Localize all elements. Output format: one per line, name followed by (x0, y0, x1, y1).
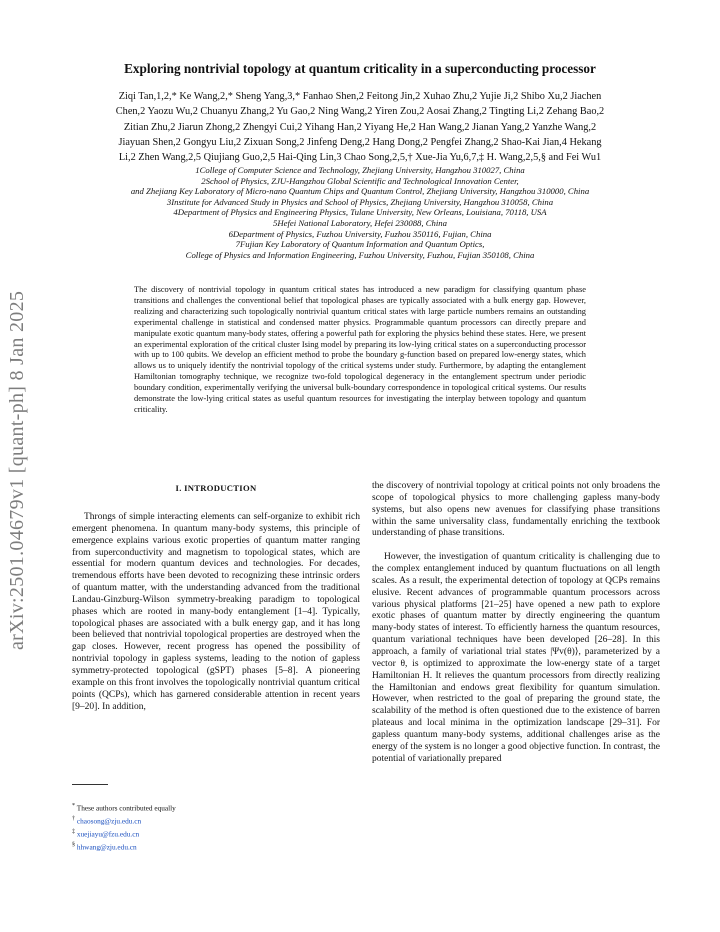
footnote-mark: § (72, 842, 76, 849)
affiliation-line: 4Department of Physics and Engineering Physics, Tulane University, New Orleans, Louisiana, 70118, USA (173, 207, 547, 218)
footnote-mark: † (72, 816, 76, 823)
footnote-mark: * (72, 803, 76, 809)
affiliation-line: 1College of Computer Science and Technology, Zhejiang University, Hangzhou 310027, China (195, 165, 525, 175)
paragraph: Throngs of simple interacting elements can self-organize to exhibit rich emergent phenomena. In quantum many-body systems, this principle of emergence explains various exotic properties of quantum matter ranging from superconductivity and magnetism to topological states, which are essential for modern quantum devices and technologies. For decades, tremendous efforts have been devoted to recognizing these intrinsic orders of quantum matter, with the understanding advanced from the traditional Landau-Ginzburg-Wilson symmetry-breaking paradigm to topological phases which are rooted in many-body entanglement [1–4]. Typically, topological phases are associated with a bulk energy gap, and it has long been believed that nontrivial topological properties are destroyed when the gap closes. However, recent progress has opened the possibility of nontrivial topology in gapless systems, leading to the notion of gapless symmetry-protected topological (gSPT) phases [5–8]. A pioneering example on this front involves the topologically nontrivial quantum critical points (QCPs), which has garnered considerable attention in recent years [9–20]. In addition, (72, 512, 360, 712)
footnote-email (72, 827, 176, 840)
right-column (372, 481, 660, 765)
author-line: Zitian Zhu,2 Jiarun Zhong,2 Zhengyi Cui,2 Yihang Han,2 Yiyang He,2 Han Wang,2 Jianan Yang,2 Yanzhe Wang,2 (123, 121, 597, 133)
author-list (72, 89, 648, 165)
section-heading-introduction: I. INTRODUCTION (175, 483, 257, 493)
affiliation-line: 2School of Physics, ZJU-Hangzhou Global Scientific and Technological Innovation Center, (201, 175, 519, 186)
author-line: Chen,2 Yaozu Wu,2 Chuanyu Zhang,2 Yu Gao,2 Ning Wang,2 Yiren Zou,2 Aosai Zhang,2 Tingting Li,2 Zehang Bao,2 (115, 106, 605, 118)
affiliation-line: 5Hefei National Laboratory, Hefei 230088, China (273, 217, 447, 228)
email-link[interactable]: xuejiayu@fzu.edu.cn (76, 829, 140, 839)
author-line: Jiayuan Shen,2 Gongyu Liu,2 Zixuan Song,2 Jinfeng Deng,2 Hang Dong,2 Pengfei Zhang,2 Shao-Kai Jian,4 Hekang (118, 136, 602, 148)
arxiv-identifier-stamp: arXiv:2501.04679v1 [quant-ph] 8 Jan 2025 (6, 290, 28, 650)
affiliation-line: and Zhejiang Key Laboratory of Micro-nano Quantum Chips and Quantum Control, Zhejiang University, Hangzhou 310000, China (130, 186, 590, 197)
footnote-email (72, 814, 176, 827)
paragraph: However, the investigation of quantum criticality is challenging due to the complex entanglement induced by quantum fluctuations on all length scales. As a result, the experimental detection of topology at QCPs remains elusive. Recent advances of programmable quantum processors across various physical platforms [21–25] have opened a new path to explore exotic phases of quantum matter by directly engineering the quantum many-body states of interest. To efficiently harness the quantum resources, quantum variational techniques have been developed [26–28]. In this approach, a family of variational trial states |Ψv(θ)⟩, parameterized by a vector θ, is optimized to approximate the low-energy state of a target Hamiltonian H. It relieves the quantum processors from directly realizing the Hamiltonian and endows great flexibility for quantum simulation. However, when restricted to the goal of preparing the ground state, the scalability of the method is often questioned due to the existence of barren plateaus and local minima in the optimization landscape [29–31]. For gapless quantum many-body systems, additional challenges arise as the energy of the system is no longer a good objective function. In contrast, the potential of variationally prepared (372, 552, 660, 764)
footnote-mark: ‡ (72, 829, 76, 836)
left-column (72, 512, 360, 713)
footnote-email (72, 840, 176, 853)
affiliation-list (60, 165, 660, 260)
footnote-rule (72, 784, 108, 785)
affiliation-line: College of Physics and Information Engineering, Fuzhou University, Fuzhou, Fujian 350108, China (185, 249, 535, 260)
paper-title: Exploring nontrivial topology at quantum criticality in a superconducting processor (124, 61, 596, 76)
footnote-equal-contribution (72, 801, 176, 814)
affiliation-line: 6Department of Physics, Fuzhou University, Fuzhou 350116, Fujian, China (228, 228, 492, 239)
author-line: Ziqi Tan,1,2,* Ke Wang,2,* Sheng Yang,3,* Fanhao Shen,2 Feitong Jin,2 Xuhao Zhu,2 Yujie Ji,2 Shibo Xu,2 Jiachen (118, 91, 602, 102)
footnote-text: These authors contributed equally (76, 803, 176, 813)
paragraph: the discovery of nontrivial topology at critical points not only broadens the scope of topological physics to more challenging gapless many-body systems, but also opens new avenues for classifying phase transitions within the same universality class, fundamentally enriching the textbook understanding of phase transitions. (372, 481, 660, 539)
footnotes (72, 801, 176, 853)
affiliation-line: 3Institute for Advanced Study in Physics and School of Physics, Zhejiang University, Hangzhou 310058, China (166, 196, 554, 207)
email-link[interactable]: chaosong@zju.edu.cn (76, 816, 142, 826)
abstract: The discovery of nontrivial topology in quantum critical states has introduced a new paradigm for classifying quantum phase transitions and challenges the conventional belief that topological phases are typically associated with a bulk energy gap. However, realizing and characterizing such topologically nontrivial quantum critical states with large particle numbers remains an outstanding experimental challenge in statistical and condensed matter physics. Programmable quantum processors can directly prepare and manipulate exotic quantum many-body states, offering a powerful path for exploring the physics behind these states. Here, we present an experimental exploration of the critical cluster Ising model by preparing its low-lying critical states on a superconducting processor with up to 100 qubits. We develop an efficient method to probe the boundary g-function based on prepared low-energy states, which allows us to uniquely identify the nontrivial topology of the critical systems under study. Furthermore, by adapting the entanglement Hamiltonian tomography technique, we recognize two-fold topological degeneracy in the entanglement spectrum under periodic boundary condition, experimentally verifying the universal bulk-boundary correspondence in topological critical systems. Our results demonstrate the low-lying critical states as useful quantum resources for investigating the interplay between topology and quantum criticality. (134, 285, 586, 414)
author-line: Li,2 Zhen Wang,2,5 Qiujiang Guo,2,5 Hai-Qing Lin,3 Chao Song,2,5,† Xue-Jia Yu,6,7,‡ H. Wang,2,5,§ and Fei Wu1 (118, 152, 602, 164)
email-link[interactable]: hhwang@zju.edu.cn (76, 842, 137, 852)
affiliation-line: 7Fujian Key Laboratory of Quantum Information and Quantum Optics, (235, 239, 485, 250)
